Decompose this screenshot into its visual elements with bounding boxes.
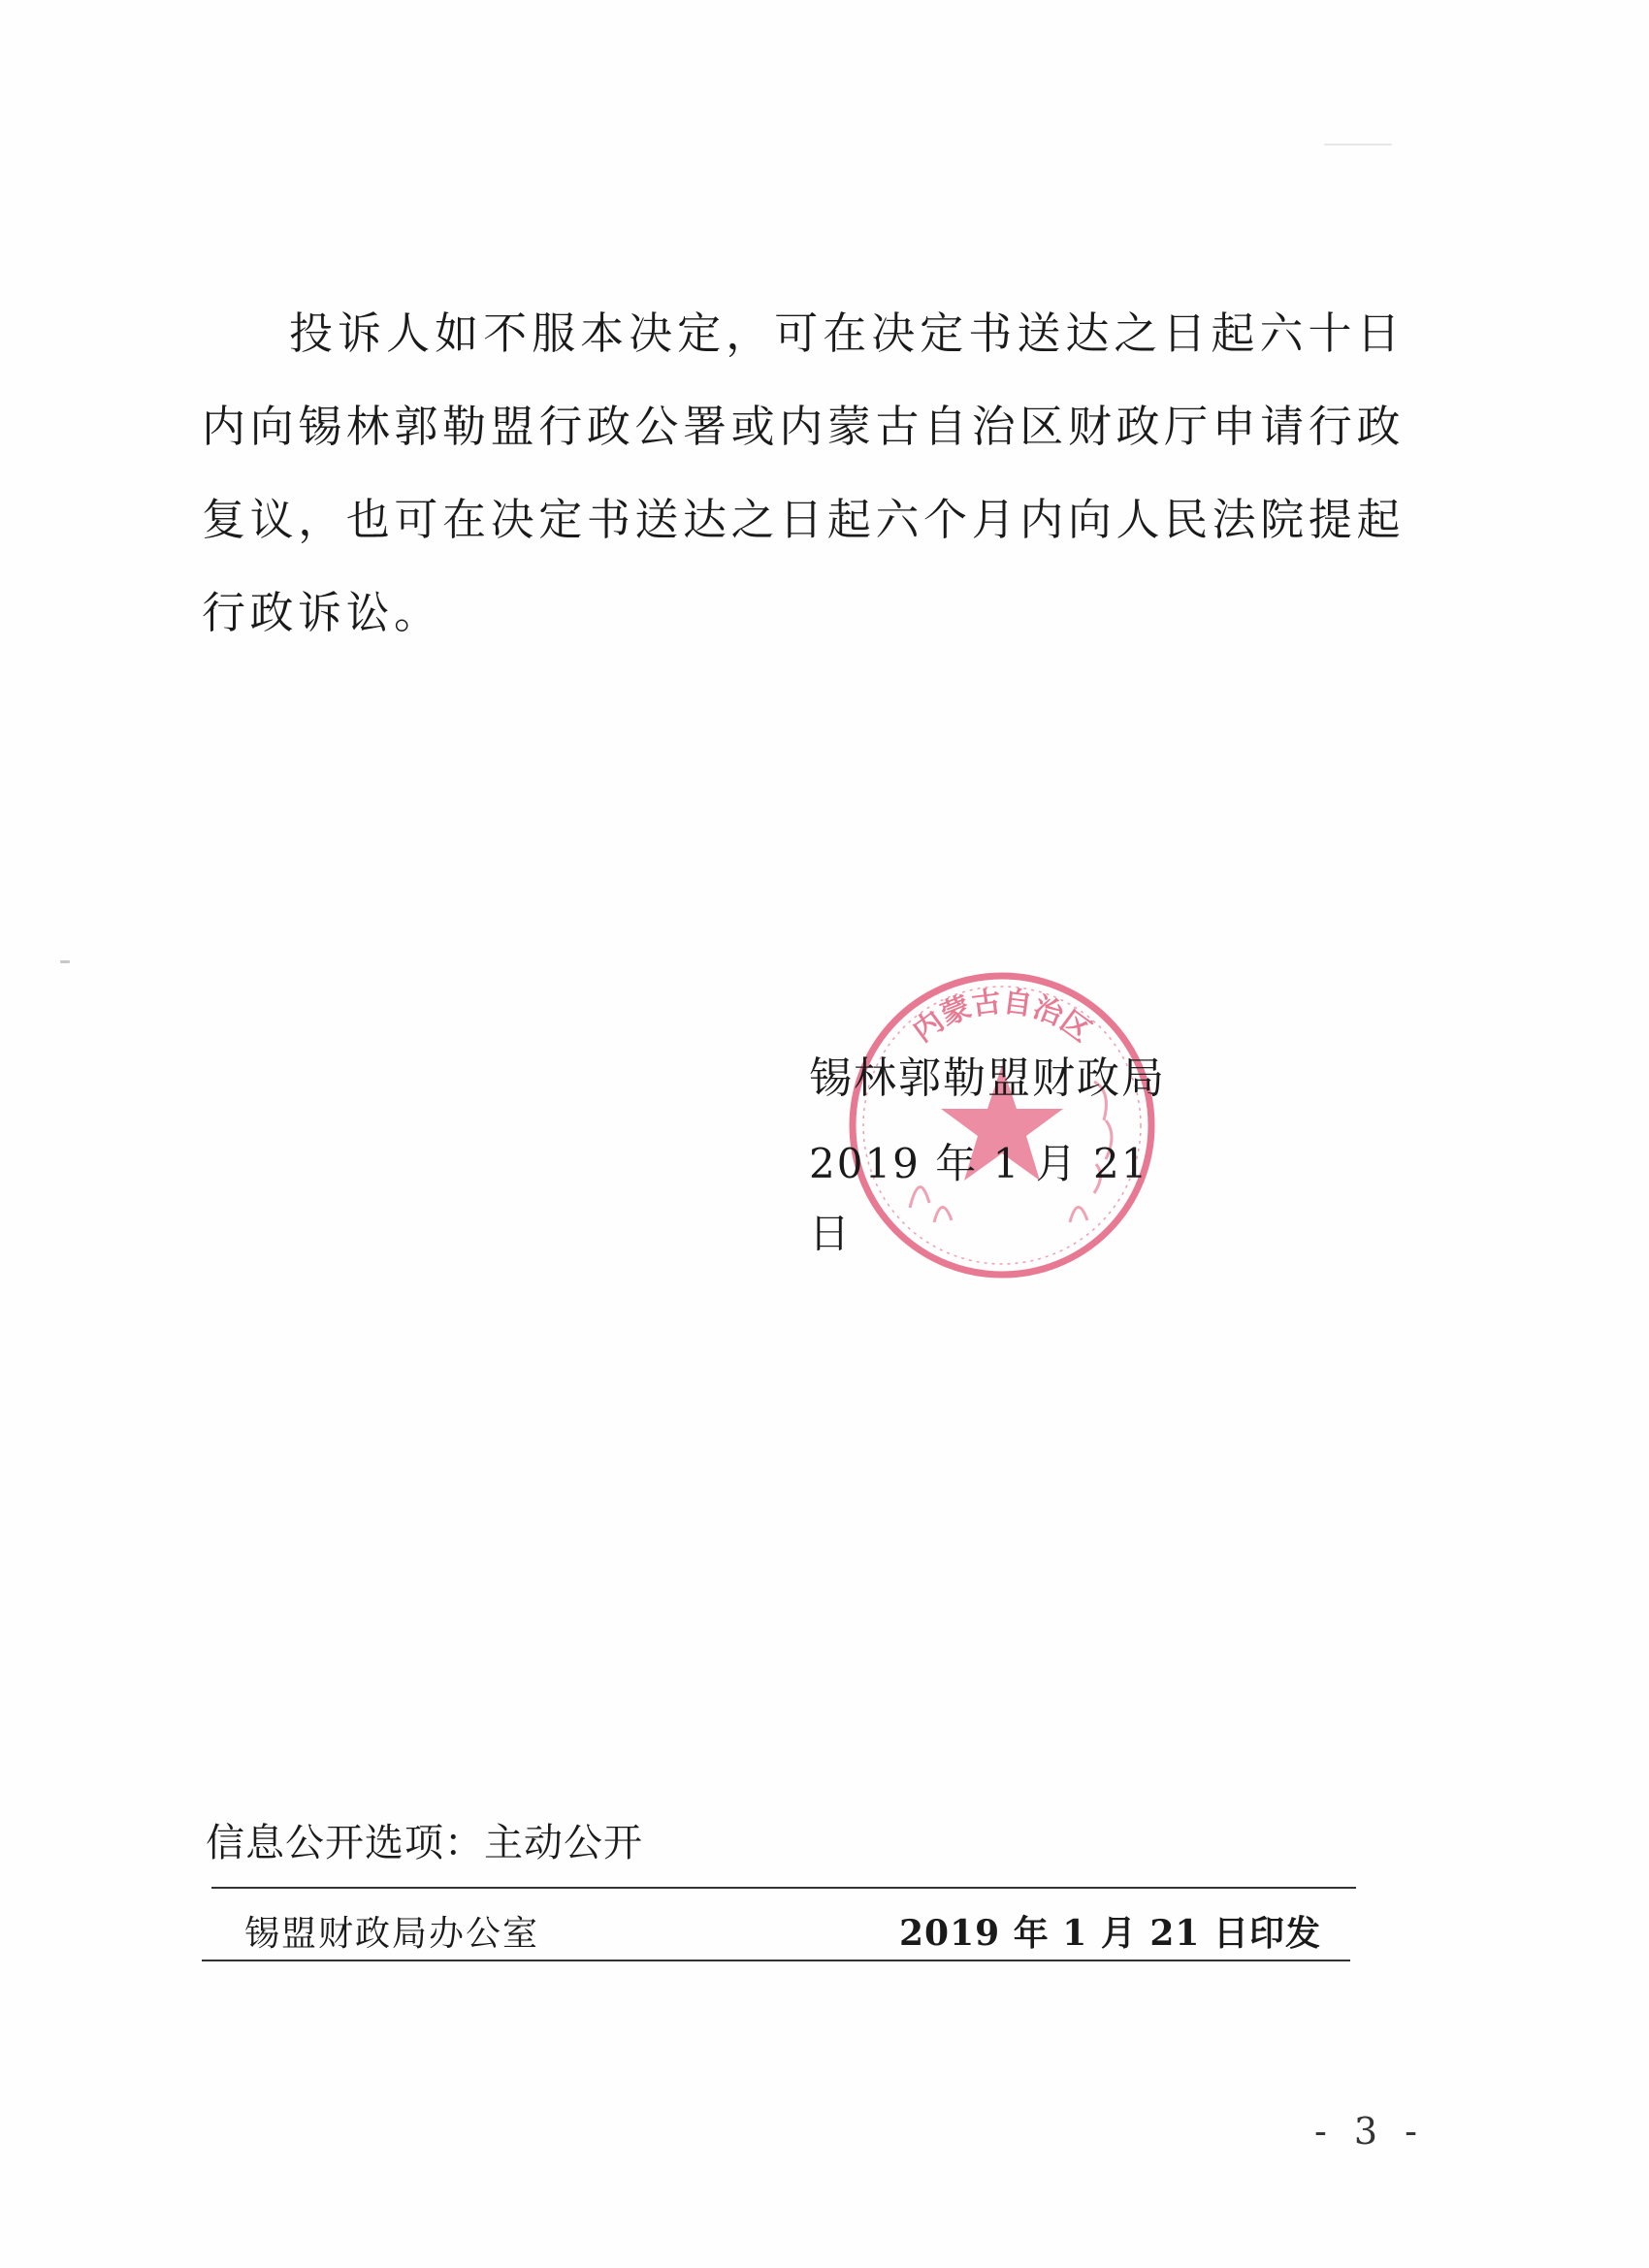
page-number: - 3 -	[1314, 2110, 1426, 2153]
disclosure-option: 信息公开选项：主动公开	[206, 1821, 643, 1865]
footer-divider-bottom	[202, 1960, 1350, 1961]
signing-date: 2019 年 1 月 21 日	[809, 1140, 1149, 1257]
signing-organization: 锡林郭勒盟财政局	[809, 1053, 1166, 1103]
body-paragraph: 投诉人如不服本决定，可在决定书送达之日起六十日内向锡林郭勒盟行政公署或内蒙古自治区财政厅申请行政复议，也可在决定书送达之日起六个月内向人民法院提起行政诉讼。	[202, 308, 1405, 638]
print-date: 2019 年 1 月 21 日印发	[898, 1913, 1321, 1954]
scan-speck	[60, 960, 70, 963]
seal-inscription: 内蒙古自治区	[906, 985, 1098, 1050]
footer-divider-top	[211, 1887, 1356, 1889]
scan-speck	[1324, 144, 1392, 146]
issuance-footer	[206, 1906, 1350, 1955]
signature-block	[809, 1044, 1197, 1269]
issuing-office: 锡盟财政局办公室	[244, 1914, 540, 1954]
